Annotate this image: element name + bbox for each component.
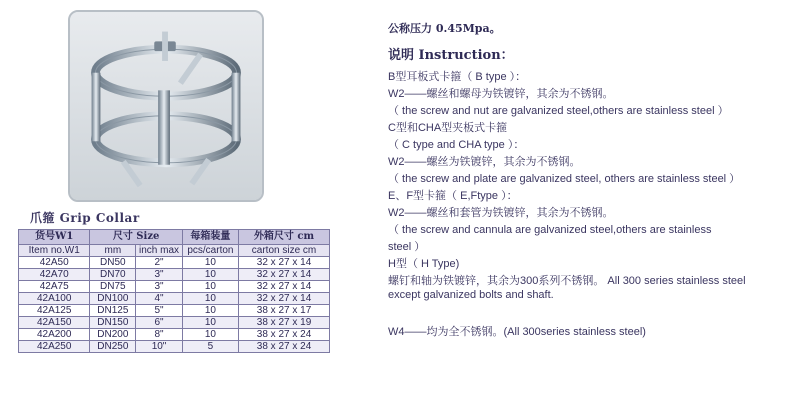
cell-pcs: 10 <box>182 329 238 341</box>
cell-inch: 8" <box>136 329 183 341</box>
subheader-inch: inch max <box>136 245 183 257</box>
instruction-line: W4——均为全不锈钢。(All 300series stainless steel) <box>388 326 646 338</box>
cell-carton: 32 x 27 x 14 <box>239 281 330 293</box>
instruction-line: （ the screw and nut are galvanized steel,others are stainless steel ） <box>388 105 729 117</box>
table-subheader-row <box>19 245 330 257</box>
subheader-carton: carton size cm <box>239 245 330 257</box>
instruction-line: 螺钉和轴为铁镀锌，其余为300系列不锈钢。 All 300 series stainless steel <box>388 275 746 287</box>
cell-inch: 4" <box>136 293 183 305</box>
table-row <box>19 341 330 353</box>
cell-carton: 38 x 27 x 24 <box>239 329 330 341</box>
cell-pcs: 10 <box>182 257 238 269</box>
cell-mm: DN70 <box>90 269 136 281</box>
cell-item: 42A100 <box>19 293 90 305</box>
product-title: 爪箍 Grip Collar <box>30 211 140 225</box>
instruction-line: E、F型卡箍（ E,Ftype ）： <box>388 190 518 202</box>
cell-inch: 3" <box>136 269 183 281</box>
cell-carton: 38 x 27 x 17 <box>239 305 330 317</box>
nominal-pressure: 公称压力 0.45Mpa。 <box>388 22 501 35</box>
subheader-pcs: pcs/carton <box>182 245 238 257</box>
subheader-mm: mm <box>90 245 136 257</box>
cell-item: 42A70 <box>19 269 90 281</box>
spec-table <box>18 229 330 353</box>
product-photo <box>68 10 264 202</box>
cell-mm: DN125 <box>90 305 136 317</box>
table-header-row <box>19 230 330 245</box>
cell-mm: DN250 <box>90 341 136 353</box>
grip-collar-photo <box>70 12 262 200</box>
instruction-line: steel ） <box>388 241 426 253</box>
cell-pcs: 10 <box>182 317 238 329</box>
cell-carton: 38 x 27 x 24 <box>239 341 330 353</box>
cell-item: 42A125 <box>19 305 90 317</box>
instruction-line: （ the screw and cannula are galvanized steel,others are stainless <box>388 224 712 236</box>
header-qty: 每箱装量 <box>182 230 238 245</box>
cell-inch: 3" <box>136 281 183 293</box>
instruction-heading: 说明 Instruction： <box>388 48 514 63</box>
cell-pcs: 10 <box>182 293 238 305</box>
cell-carton: 32 x 27 x 14 <box>239 257 330 269</box>
header-size: 尺寸 Size <box>90 230 182 245</box>
table-row <box>19 329 330 341</box>
cell-item: 42A150 <box>19 317 90 329</box>
cell-item: 42A75 <box>19 281 90 293</box>
cell-inch: 10" <box>136 341 183 353</box>
cell-carton: 32 x 27 x 14 <box>239 293 330 305</box>
cell-mm: DN100 <box>90 293 136 305</box>
cell-inch: 6" <box>136 317 183 329</box>
instruction-line: （ the screw and plate are galvanized steel, others are stainless steel ） <box>388 173 741 185</box>
cell-carton: 32 x 27 x 14 <box>239 269 330 281</box>
instruction-line: C型和CHA型夹板式卡箍 <box>388 122 508 134</box>
subheader-item-no: Item no.W1 <box>19 245 90 257</box>
header-carton: 外箱尺寸 cm <box>239 230 330 245</box>
cell-mm: DN150 <box>90 317 136 329</box>
instruction-line: W2——螺丝为铁镀锌，其余为不锈钢。 <box>388 156 581 168</box>
table-row <box>19 269 330 281</box>
cell-pcs: 5 <box>182 341 238 353</box>
table-row <box>19 317 330 329</box>
cell-inch: 5" <box>136 305 183 317</box>
table-row <box>19 305 330 317</box>
cell-item: 42A50 <box>19 257 90 269</box>
instruction-line: B型耳板式卡箍（ B type ）： <box>388 71 527 83</box>
cell-pcs: 10 <box>182 269 238 281</box>
table-row <box>19 281 330 293</box>
cell-pcs: 10 <box>182 281 238 293</box>
table-row <box>19 257 330 269</box>
instruction-line: H型（ H Type) <box>388 258 460 270</box>
instruction-line: W2——螺丝和套管为铁镀锌，其余为不锈钢。 <box>388 207 614 219</box>
table-row <box>19 293 330 305</box>
header-item-no: 货号W1 <box>19 230 90 245</box>
instruction-line: （ C type and CHA type ）： <box>388 139 525 151</box>
cell-mm: DN75 <box>90 281 136 293</box>
cell-mm: DN50 <box>90 257 136 269</box>
cell-carton: 38 x 27 x 19 <box>239 317 330 329</box>
instruction-line: except galvanized bolts and shaft. <box>388 289 554 301</box>
cell-pcs: 10 <box>182 305 238 317</box>
instruction-line: W2——螺丝和螺母为铁镀锌，其余为不锈钢。 <box>388 88 614 100</box>
cell-item: 42A250 <box>19 341 90 353</box>
cell-mm: DN200 <box>90 329 136 341</box>
cell-inch: 2" <box>136 257 183 269</box>
cell-item: 42A200 <box>19 329 90 341</box>
